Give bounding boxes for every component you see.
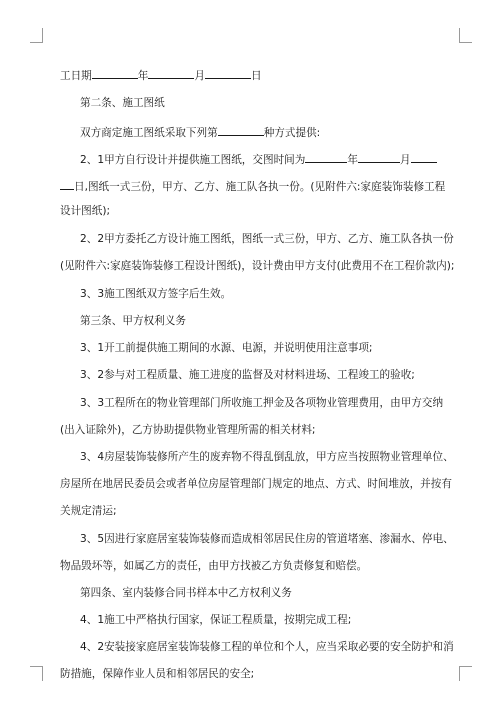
month-label: 月: [194, 70, 205, 82]
construction-date-line: [60, 67, 262, 83]
clause-2-1-line-1: [80, 151, 437, 167]
method-blank: [218, 124, 264, 136]
article-2-heading: 第二条、施工图纸: [80, 97, 165, 109]
clause-2-1-line-3: 设计图纸);: [60, 205, 111, 217]
delivery-month-blank: [358, 151, 400, 163]
clause-3-1: 3、1开工前提供施工期间的水源、电源，并说明使用注意事项;: [80, 342, 373, 354]
clause-2-1-cont: 日,图纸一式三份，甲方、乙方、施工队各执一份。(见附件六:家庭装饰装修工程: [74, 181, 446, 193]
delivery-day-blank-part-2: [60, 178, 74, 190]
delivery-month-label: 月: [399, 154, 411, 166]
article-3-heading: 第三条、甲方权利义务: [80, 315, 186, 327]
corner-crop-mark-bottom-left: [30, 666, 43, 681]
clause-3-2: 3、2参与对工程质量、施工进度的监督及对材料进场、工程竣工的验收;: [80, 369, 415, 381]
method-label: 双方商定施工图纸采取下列第: [80, 127, 218, 139]
clause-4-2-line-1: 4、2安装接家庭居室装饰装修工程的单位和个人，应当采取必要的安全防护和消: [80, 641, 454, 653]
drawing-method-line: [80, 124, 320, 140]
clause-3-3-line-2: (出入证除外)，乙方协助提供物业管理所需的相关材料;: [60, 424, 316, 436]
year-label: 年: [137, 70, 149, 82]
clause-3-3-line-1: 3、3工程所在的物业管理部门所收施工押金及各项物业管理费用，由甲方交纳: [80, 397, 444, 409]
clause-3-5-line-1: 3、5因进行家庭居室装饰装修而造成相邻居民住房的管道堵塞、渗漏水、停电、: [80, 533, 454, 545]
delivery-day-blank-part-1: [411, 151, 437, 163]
clause-4-2-line-2: 防措施，保障作业人员和相邻居民的安全;: [60, 668, 255, 680]
corner-crop-mark-top-right: [459, 28, 472, 43]
clause-2-2-line-2: (见附件六:家庭装饰装修工程设计图纸)，设计费由甲方支付(此费用不在工程价款内);: [60, 260, 455, 272]
clause-3-4-line-1: 3、4房屋装饰装修所产生的废弃物不得乱倒乱放，甲方应当按照物业管理单位、: [80, 451, 454, 463]
clause-2-1-line-2: [60, 178, 445, 194]
day-blank: [205, 67, 251, 79]
clause-2-2-line-1: 2、2甲方委托乙方设计施工图纸，图纸一式三份，甲方、乙方、施工队各执一份: [80, 233, 454, 245]
clause-3-4-line-3: 关规定清运;: [60, 505, 117, 517]
clause-3-4-line-2: 房屋所在地居民委员会或者单位房屋管理部门规定的地点、方式、时间堆放，并按有: [60, 478, 452, 490]
corner-crop-mark-top-left: [30, 28, 43, 43]
clause-3-5-line-2: 物品毁坏等，如属乙方的责任，由甲方找被乙方负责修复和赔偿。: [60, 560, 368, 572]
day-label: 日: [250, 70, 262, 82]
delivery-year-label: 年: [347, 154, 358, 166]
method-suffix: 种方式提供:: [263, 127, 321, 139]
clause-2-1-text: 2、1甲方自行设计并提供施工图纸，交图时间为: [80, 154, 306, 166]
clause-4-1: 4、1施工中严格执行国家，保证工程质量，按期完成工程;: [80, 614, 352, 626]
date-label: 工日期: [60, 70, 92, 82]
month-blank: [148, 67, 194, 79]
corner-crop-mark-bottom-right: [459, 666, 472, 681]
clause-2-3: 3、3施工图纸双方签字后生效。: [80, 288, 232, 300]
year-blank: [92, 67, 138, 79]
delivery-year-blank: [305, 151, 347, 163]
article-4-heading: 第四条、室内装修合同书样本中乙方权利义务: [80, 587, 292, 599]
